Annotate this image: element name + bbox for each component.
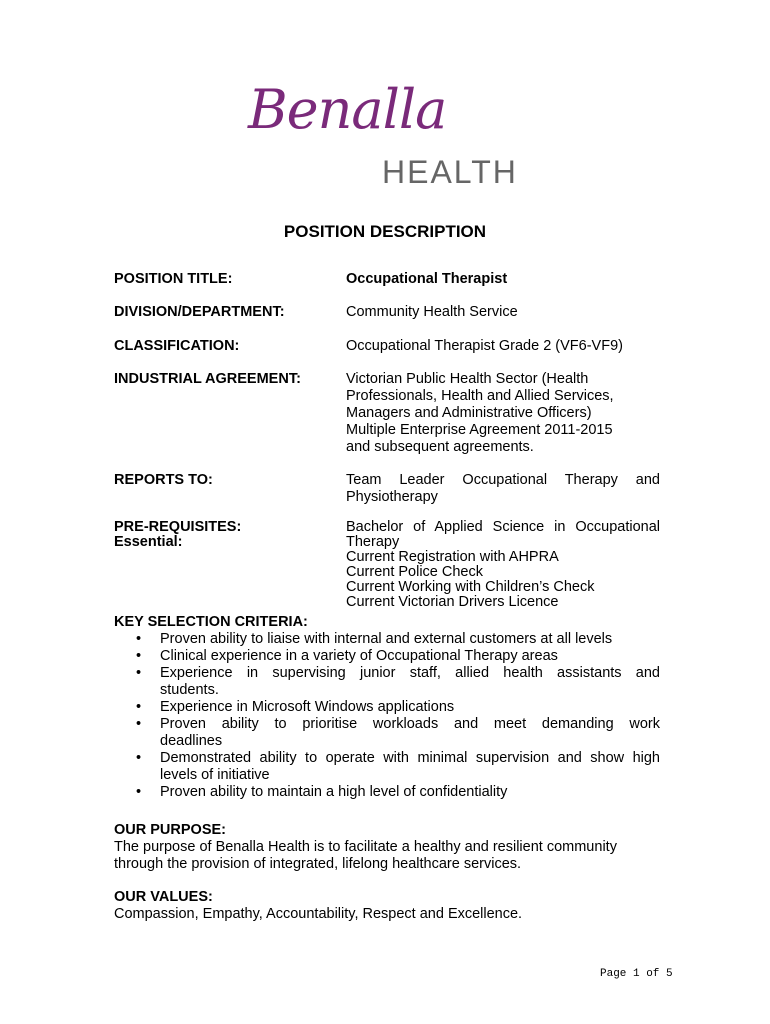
criteria-item	[114, 665, 660, 699]
criteria-item	[114, 750, 660, 784]
classification-label: CLASSIFICATION:	[114, 338, 240, 354]
criteria-line: • Proven ability to prioritise workloads and meet demanding work	[160, 716, 660, 732]
criteria-item	[114, 784, 660, 801]
criteria-line: • Experience in supervising junior staff, allied health assistants and	[160, 665, 660, 681]
prerequisite-item: Current Victorian Drivers Licence	[346, 594, 559, 610]
prerequisite-item: Current Registration with AHPRA	[346, 549, 559, 565]
prerequisites-label	[114, 520, 339, 550]
prerequisite-item: Bachelor of Applied Science in Occupational	[346, 519, 660, 535]
our-values-text: Compassion, Empathy, Accountability, Respect and Excellence.	[114, 906, 523, 922]
our-values-section	[114, 889, 660, 923]
criteria-line: • Proven ability to maintain a high level of confidentiality	[160, 784, 508, 800]
key-selection-criteria-section	[114, 614, 660, 801]
prerequisites-value	[346, 520, 660, 610]
our-purpose-heading: OUR PURPOSE:	[114, 822, 226, 838]
criteria-item	[114, 699, 660, 716]
agreement-line: Professionals, Health and Allied Services,	[346, 388, 614, 404]
prerequisites-heading: PRE-REQUISITES:	[114, 519, 242, 535]
industrial-agreement-label: INDUSTRIAL AGREEMENT:	[114, 371, 301, 387]
prerequisites-essential-label: Essential:	[114, 534, 183, 550]
key-selection-criteria-heading: KEY SELECTION CRITERIA:	[114, 614, 308, 630]
criteria-item	[114, 648, 660, 665]
purpose-line: The purpose of Benalla Health is to facilitate a healthy and resilient community	[114, 839, 617, 855]
criteria-line: levels of initiative	[160, 767, 270, 783]
agreement-line: and subsequent agreements.	[346, 439, 534, 455]
criteria-item	[114, 631, 660, 648]
reports-to-line: Team Leader Occupational Therapy and	[346, 472, 660, 488]
reports-to-line: Physiotherapy	[346, 489, 438, 505]
classification-value: Occupational Therapist Grade 2 (VF6-VF9)	[346, 338, 623, 354]
prerequisite-item: Current Police Check	[346, 564, 483, 580]
our-values-heading: OUR VALUES:	[114, 889, 213, 905]
agreement-line: Victorian Public Health Sector (Health	[346, 371, 589, 387]
criteria-line: • Clinical experience in a variety of Occupational Therapy areas	[160, 648, 558, 664]
division-label: DIVISION/DEPARTMENT:	[114, 304, 285, 320]
division-value: Community Health Service	[346, 304, 518, 320]
criteria-item	[114, 716, 660, 750]
benalla-health-logo	[248, 78, 538, 194]
prerequisite-item: Therapy	[346, 534, 400, 550]
reports-to-label: REPORTS TO:	[114, 472, 213, 488]
criteria-list	[114, 631, 660, 801]
agreement-line: Managers and Administrative Officers)	[346, 405, 592, 421]
reports-to-value	[346, 472, 660, 506]
criteria-line: deadlines	[160, 733, 223, 749]
our-purpose-section	[114, 822, 660, 873]
logo-wordmark-benalla: Benalla	[248, 78, 447, 141]
criteria-line: • Proven ability to liaise with internal and external customers at all levels	[160, 631, 613, 647]
position-title-label: POSITION TITLE:	[114, 271, 233, 287]
industrial-agreement-value	[346, 371, 660, 456]
page-number: Page 1 of 5	[600, 968, 673, 980]
criteria-line: students.	[160, 682, 219, 698]
logo-wordmark-health: HEALTH	[382, 154, 518, 190]
criteria-line: • Demonstrated ability to operate with minimal supervision and show high	[160, 750, 660, 766]
agreement-line: Multiple Enterprise Agreement 2011-2015	[346, 422, 613, 438]
criteria-line: • Experience in Microsoft Windows applications	[160, 699, 455, 715]
prerequisite-item: Current Working with Children’s Check	[346, 579, 595, 595]
purpose-line: through the provision of integrated, lifelong healthcare services.	[114, 856, 522, 872]
position-title-value: Occupational Therapist	[346, 271, 508, 287]
our-purpose-text	[114, 839, 660, 873]
document-title: POSITION DESCRIPTION	[283, 222, 487, 241]
